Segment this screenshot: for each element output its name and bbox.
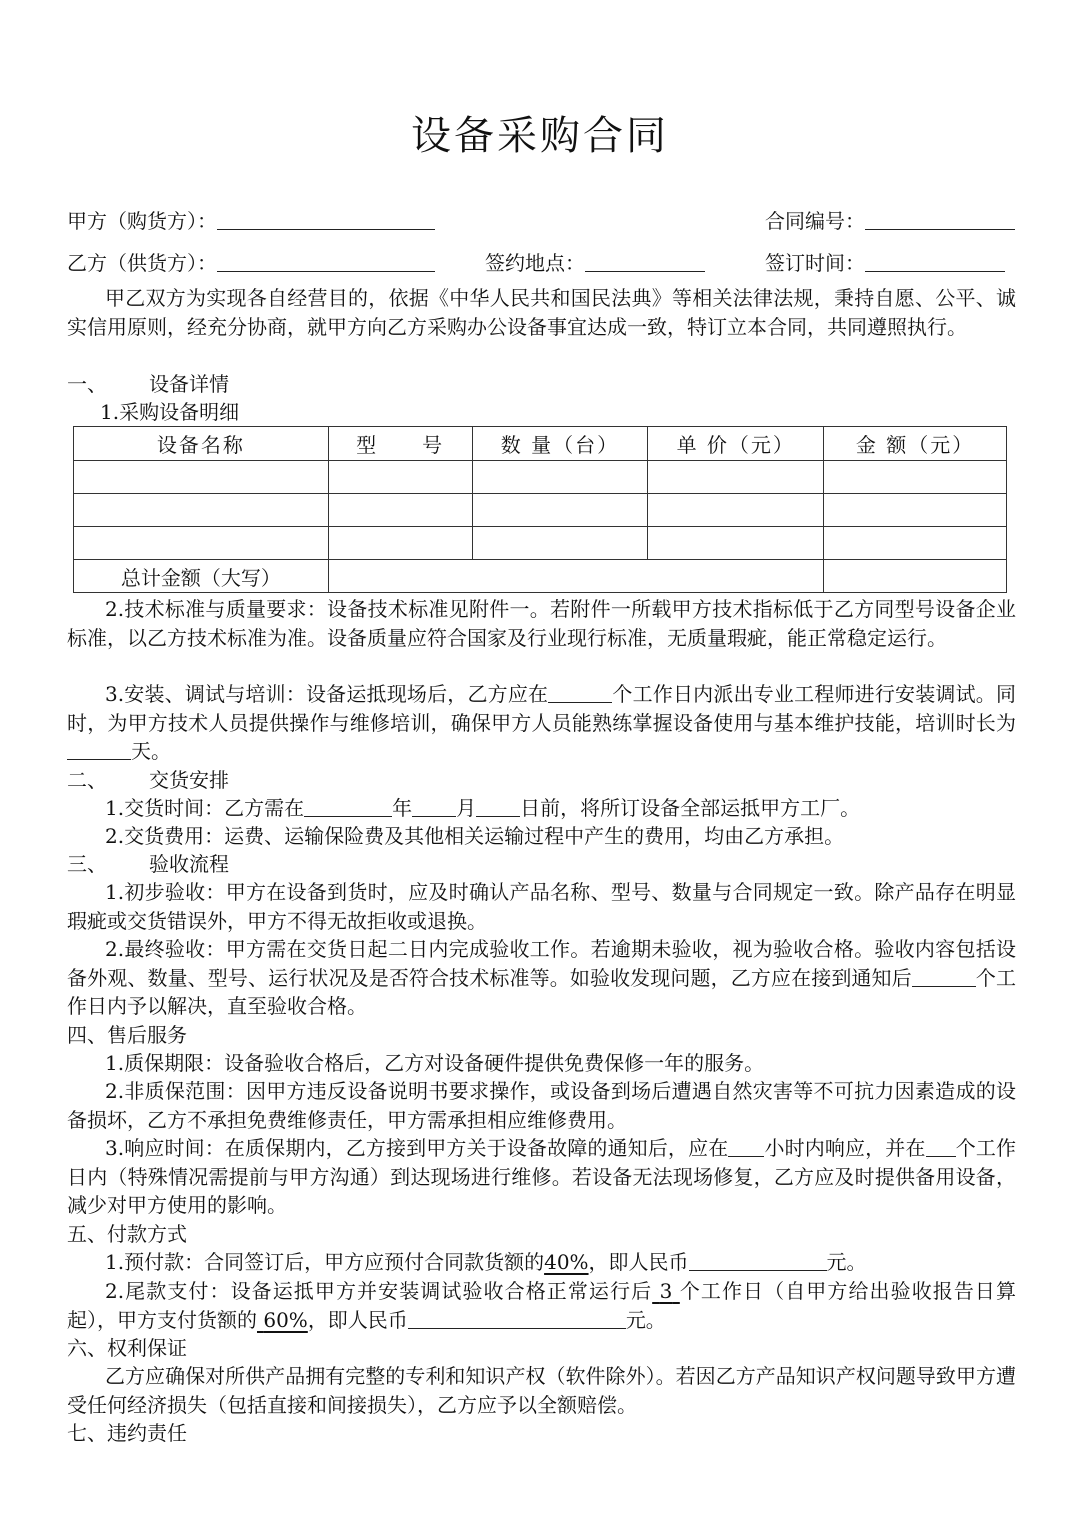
col-header-name: 设备名称 [74,427,329,461]
final-acceptance-text-b: 个工作日内予以解决，直至验收合格。 [67,965,1017,1018]
install-text-b: 个工作日内派出专业工程师进行安装调试。同时，为甲方技术人员提供操作与维修培训，确保甲方人员能熟练掌握设备使用与基本维护技能，培训时长为 [67,682,1016,735]
final-acceptance-text-a: 2.最终验收：甲方需在交货日起二日内完成验收工作。若逾期未验收，视为验收合格。验收内容包括设备外观、数量、型号、运行状况及是否符合技术标准等。如验收发现问题，乙方应在接到通知后 [67,937,1016,990]
sign-place-blank[interactable] [585,249,705,272]
table-cell[interactable] [648,461,824,494]
table-row [74,494,1007,527]
prepayment-text-a: 1.预付款：合同签订后，甲方应预付合同款货额的 [105,1250,545,1274]
table-cell[interactable] [74,527,329,560]
table-cell[interactable] [74,494,329,527]
tech-standard-clause: 2.技术标准与质量要求：设备技术标准见附件一。若附件一所载甲方技术指标低于乙方同型号设备企业标准，以乙方技术标准为准。设备质量应符合国家及行业现行标准，无质量瑕疵，能正常稳定运行。 [67,597,1016,650]
final-payment-text-b: 个工作日（自甲方给出验收报告日算起），甲方支付货额的 [67,1279,1017,1332]
table-row [74,527,1007,560]
delivery-month-label: 月 [456,796,477,820]
delivery-text-a: 1.交货时间：乙方需在 [105,796,305,820]
training-days-blank[interactable] [67,739,131,760]
section-4-heading: 四、售后服务 [67,1023,187,1047]
response-text-c: 个工作日内（特殊情况需提前与甲方沟通）到达现场进行维修。若设备无法现场修复，乙方应及时提供备用设备，减少对甲方使用的影响。 [67,1136,1017,1217]
delivery-day-blank[interactable] [476,796,520,817]
section-3-num: 三、 [67,852,107,876]
section-1-title: 设备详情 [149,372,229,396]
section-1-num: 一、 [67,372,107,396]
sign-time-label: 签订时间： [765,251,865,275]
delivery-cost-clause: 2.交货费用：运费、运输保险费及其他相关运输过程中产生的费用，均由乙方承担。 [105,824,845,848]
install-text-c: 天。 [131,739,171,763]
contract-no-blank[interactable] [865,207,1015,230]
col-header-amount: 金 额（元） [824,427,1007,461]
total-amount-words[interactable] [328,560,824,593]
sign-time-field [765,249,1005,277]
table-cell[interactable] [472,494,648,527]
table-cell[interactable] [824,461,1007,494]
col-header-model: 型 号 [328,427,472,461]
response-hours-blank[interactable] [728,1136,764,1157]
party-b-label: 乙方（供货方）： [67,251,217,275]
section-3-heading [67,850,229,878]
section-2-heading [67,766,229,794]
final-payment-days [652,1279,680,1303]
section-6-heading: 六、权利保证 [67,1336,187,1360]
col-header-qty: 数 量（台） [472,427,648,461]
final-payment-amount-blank[interactable] [408,1308,626,1329]
col-header-price: 单 价（元） [648,427,824,461]
section-1-heading [67,370,229,398]
party-b-field [67,249,435,277]
section-2-num: 二、 [67,768,107,792]
total-label: 总计金额（大写） [74,560,329,593]
response-time-clause [67,1134,1016,1220]
party-a-blank[interactable] [217,207,435,230]
delivery-year-label: 年 [392,796,413,820]
final-payment-text-c: ，即人民币 [307,1307,408,1332]
install-training-clause [67,680,1016,766]
final-payment-text-d: 元。 [625,1307,666,1332]
prepayment-percent: 40% [544,1250,589,1274]
table-cell[interactable] [472,527,648,560]
table-cell[interactable] [824,494,1007,527]
final-payment-percent [257,1308,308,1332]
initial-acceptance-clause: 1.初步验收：甲方在设备到货时，应及时确认产品名称、型号、数量与合同规定一致。除产品存在明显瑕疵或交货错误外，甲方不得无故拒收或退换。 [67,880,1016,933]
table-total-row [74,560,1007,593]
delivery-time-clause [67,794,1016,822]
prepayment-amount-blank[interactable] [689,1250,827,1271]
table-cell[interactable] [648,527,824,560]
preamble: 甲乙双方为实现各自经营目的，依据《中华人民共和国民法典》等相关法律法规，秉持自愿、公平、诚实信用原则，经充分协商，就甲方向乙方采购办公设备事宜达成一致，特订立本合同，共同遵照执行。 [67,286,1016,339]
onsite-days-blank[interactable] [926,1136,956,1157]
prepayment-clause [67,1248,1016,1276]
sign-place-field [485,249,705,277]
install-days-blank[interactable] [548,682,612,703]
response-text-b: 小时内响应，并在 [764,1136,926,1160]
final-payment-text-a: 2.尾款支付：设备运抵甲方并安装调试验收合格正常运行后 [105,1279,653,1303]
warranty-clause: 1.质保期限：设备验收合格后，乙方对设备硬件提供免费保修一年的服务。 [105,1051,765,1075]
table-cell[interactable] [824,527,1007,560]
page-title: 设备采购合同 [411,113,669,159]
table-cell[interactable] [328,494,472,527]
party-a-field [67,207,435,235]
sign-place-label: 签约地点： [485,251,585,275]
delivery-month-blank[interactable] [412,796,456,817]
prepayment-text-b: ，即人民币 [588,1250,689,1274]
total-amount[interactable] [824,560,1007,593]
table-cell[interactable] [74,461,329,494]
procurement-list-heading: 1.采购设备明细 [100,400,240,424]
sign-time-blank[interactable] [865,249,1005,272]
delivery-text-b: 日前，将所订设备全部运抵甲方工厂。 [520,796,861,820]
fix-days-blank[interactable] [912,966,976,987]
section-2-title: 交货安排 [149,768,229,792]
section-3-title: 验收流程 [149,852,229,876]
table-cell[interactable] [328,527,472,560]
section-5-heading: 五、付款方式 [67,1222,187,1246]
contract-no-label: 合同编号： [765,209,865,233]
response-text-a: 3.响应时间：在质保期内，乙方接到甲方关于设备故障的通知后，应在 [105,1136,729,1160]
party-a-label: 甲方（购货方）： [67,209,217,233]
table-row [74,461,1007,494]
install-text-a: 3.安装、调试与培训：设备运抵现场后，乙方应在 [105,682,549,706]
final-payment-percent-value: 60% [263,1307,308,1332]
table-cell[interactable] [328,461,472,494]
non-warranty-clause: 2.非质保范围：因甲方违反设备说明书要求操作，或设备到场后遭遇自然灾害等不可抗力因素造成的设备损坏，乙方不承担免费维修责任，甲方需承担相应维修费用。 [67,1079,1016,1132]
ip-guarantee-clause: 乙方应确保对所供产品拥有完整的专利和知识产权（软件除外）。若因乙方产品知识产权问题导致甲方遭受任何经济损失（包括直接和间接损失），乙方应予以全额赔偿。 [67,1364,1016,1417]
equipment-table [73,426,1007,593]
prepayment-text-c: 元。 [826,1250,867,1274]
contract-no-field [765,207,1015,235]
section-7-heading: 七、违约责任 [67,1421,187,1445]
delivery-year-blank[interactable] [304,796,392,817]
final-payment-days-value: 3 [659,1279,673,1303]
table-cell[interactable] [472,461,648,494]
final-payment-clause [67,1277,1016,1334]
final-acceptance-clause [67,935,1016,1021]
party-b-blank[interactable] [217,249,435,272]
table-cell[interactable] [648,494,824,527]
table-header-row [74,427,1007,461]
